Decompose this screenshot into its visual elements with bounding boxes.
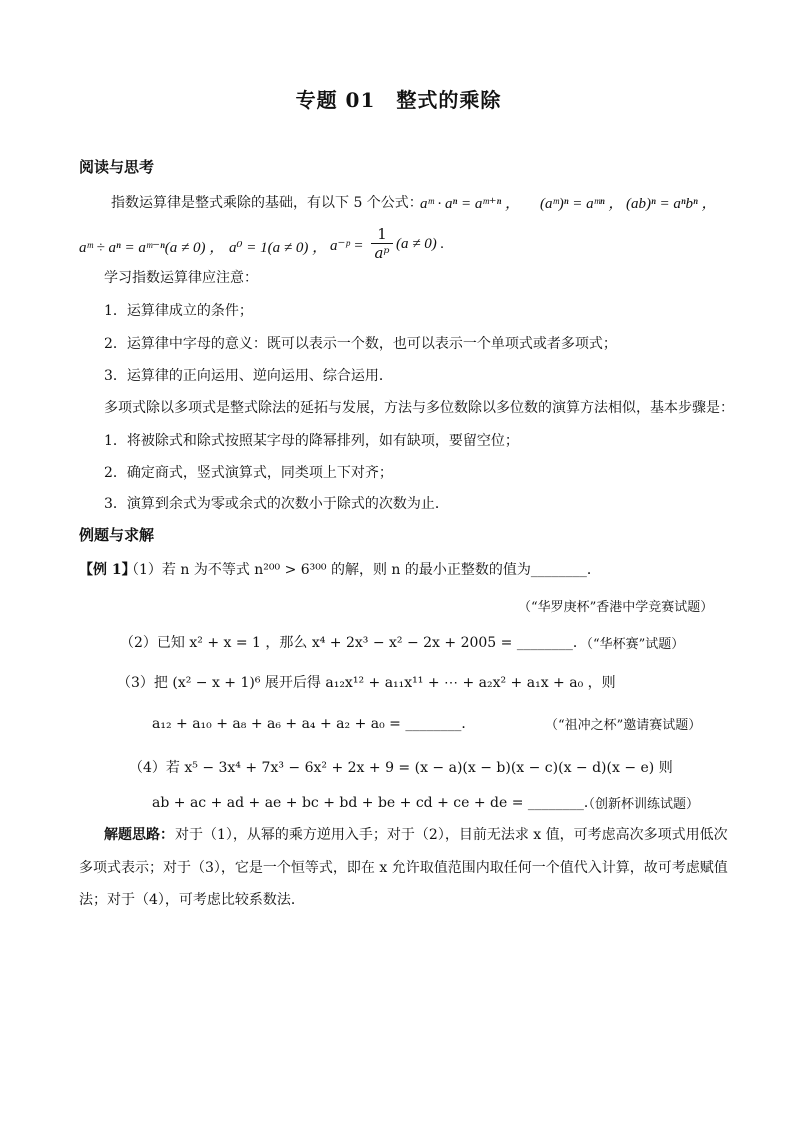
section-heading-reading: 阅读与思考 — [79, 158, 155, 176]
note-item-3: 3．运算律的正向运用、逆向运用、综合运用． — [104, 368, 393, 384]
question-2: （2）已知 x² + x = 1 ，那么 x⁴ + 2x³ − x² − 2x + 2005 = ________． — [120, 635, 587, 651]
question-4-source: （创新杯训练试题） — [582, 797, 700, 812]
formula-negative-exponent-fraction — [371, 225, 393, 262]
note-item-2: 2．运算律中字母的意义：既可以表示一个数，也可以表示一个单项式或者多项式； — [104, 336, 617, 352]
intro-text: 指数运算律是整式乘除的基础，有以下 5 个公式： — [111, 195, 423, 211]
formula-product-power-rule: (ab)ⁿ = aⁿbⁿ ， — [626, 196, 717, 212]
formula-zero-exponent: a⁰ = 1(a ≠ 0) ， — [229, 240, 328, 256]
question-2-source: （“华杯赛”试题） — [580, 637, 685, 652]
formula-product-rule: aᵐ · aⁿ = aᵐ⁺ⁿ ， — [420, 196, 520, 212]
step-item-2: 2．确定商式，竖式演算式，同类项上下对齐； — [104, 465, 393, 481]
question-3-line-2: a₁₂ + a₁₀ + a₈ + a₆ + a₄ + a₂ + a₀ = ________． — [152, 716, 476, 732]
formula-power-rule: (aᵐ)ⁿ = aᵐⁿ ， — [540, 196, 624, 212]
approach-line-1: 对于（1），从幂的乘方逆用入手；对于（2），目前无法求 x 值，可考虑高次多项式用低次 — [175, 827, 728, 843]
note-item-1: 1．运算律成立的条件； — [104, 303, 253, 319]
question-3-source: （“祖冲之杯”邀请赛试题） — [545, 718, 702, 733]
page-title: 专题 01 整式的乘除 — [295, 88, 502, 112]
fraction-numerator: 1 — [377, 225, 387, 243]
fraction-denominator: aᵖ — [374, 244, 390, 262]
question-4-line-1: （4）若 x⁵ − 3x⁴ + 7x³ − 6x² + 2x + 9 = (x − a)(x − b)(x − c)(x − d)(x − e) 则 — [129, 760, 673, 776]
formula-negative-exponent-rhs: (a ≠ 0) . — [396, 236, 445, 252]
question-1: （1）若 n 为不等式 n²⁰⁰ > 6³⁰⁰ 的解，则 n 的最小正整数的值为________． — [125, 562, 601, 578]
example-1-label: 【例 1】 — [79, 562, 136, 578]
question-3-line-1: （3）把 (x² − x + 1)⁶ 展开后得 a₁₂x¹² + a₁₁x¹¹ + ⋯ + a₂x² + a₁x + a₀ ，则 — [117, 675, 616, 691]
formula-negative-exponent-lhs: a⁻ᵖ = — [330, 238, 364, 254]
question-1-source: （“华罗庚杯”香港中学竞赛试题） — [518, 600, 714, 615]
approach-line-2: 多项式表示；对于（3），它是一个恒等式，即在 x 允许取值范围内取任何一个值代入计算，故可考虑赋值 — [79, 860, 728, 876]
formula-quotient-rule: aᵐ ÷ aⁿ = aᵐ⁻ⁿ(a ≠ 0) ， — [79, 240, 225, 256]
section-heading-examples: 例题与求解 — [79, 526, 155, 544]
approach-line-3: 法；对于（4），可考虑比较系数法． — [79, 892, 305, 908]
step-item-3: 3．演算到余式为零或余式的次数小于除式的次数为止． — [104, 496, 449, 512]
question-4-line-2: ab + ac + ad + ae + bc + bd + be + cd + ce + de = ________． — [152, 795, 598, 811]
step-item-1: 1．将被除式和除式按照某字母的降幂排列，如有缺项，要留空位； — [104, 433, 519, 449]
approach-label: 解题思路： — [104, 827, 174, 843]
division-intro: 多项式除以多项式是整式除法的延拓与发展，方法与多位数除以多位数的演算方法相似，基本步骤是： — [104, 400, 734, 416]
note-heading: 学习指数运算律应注意： — [104, 270, 258, 286]
